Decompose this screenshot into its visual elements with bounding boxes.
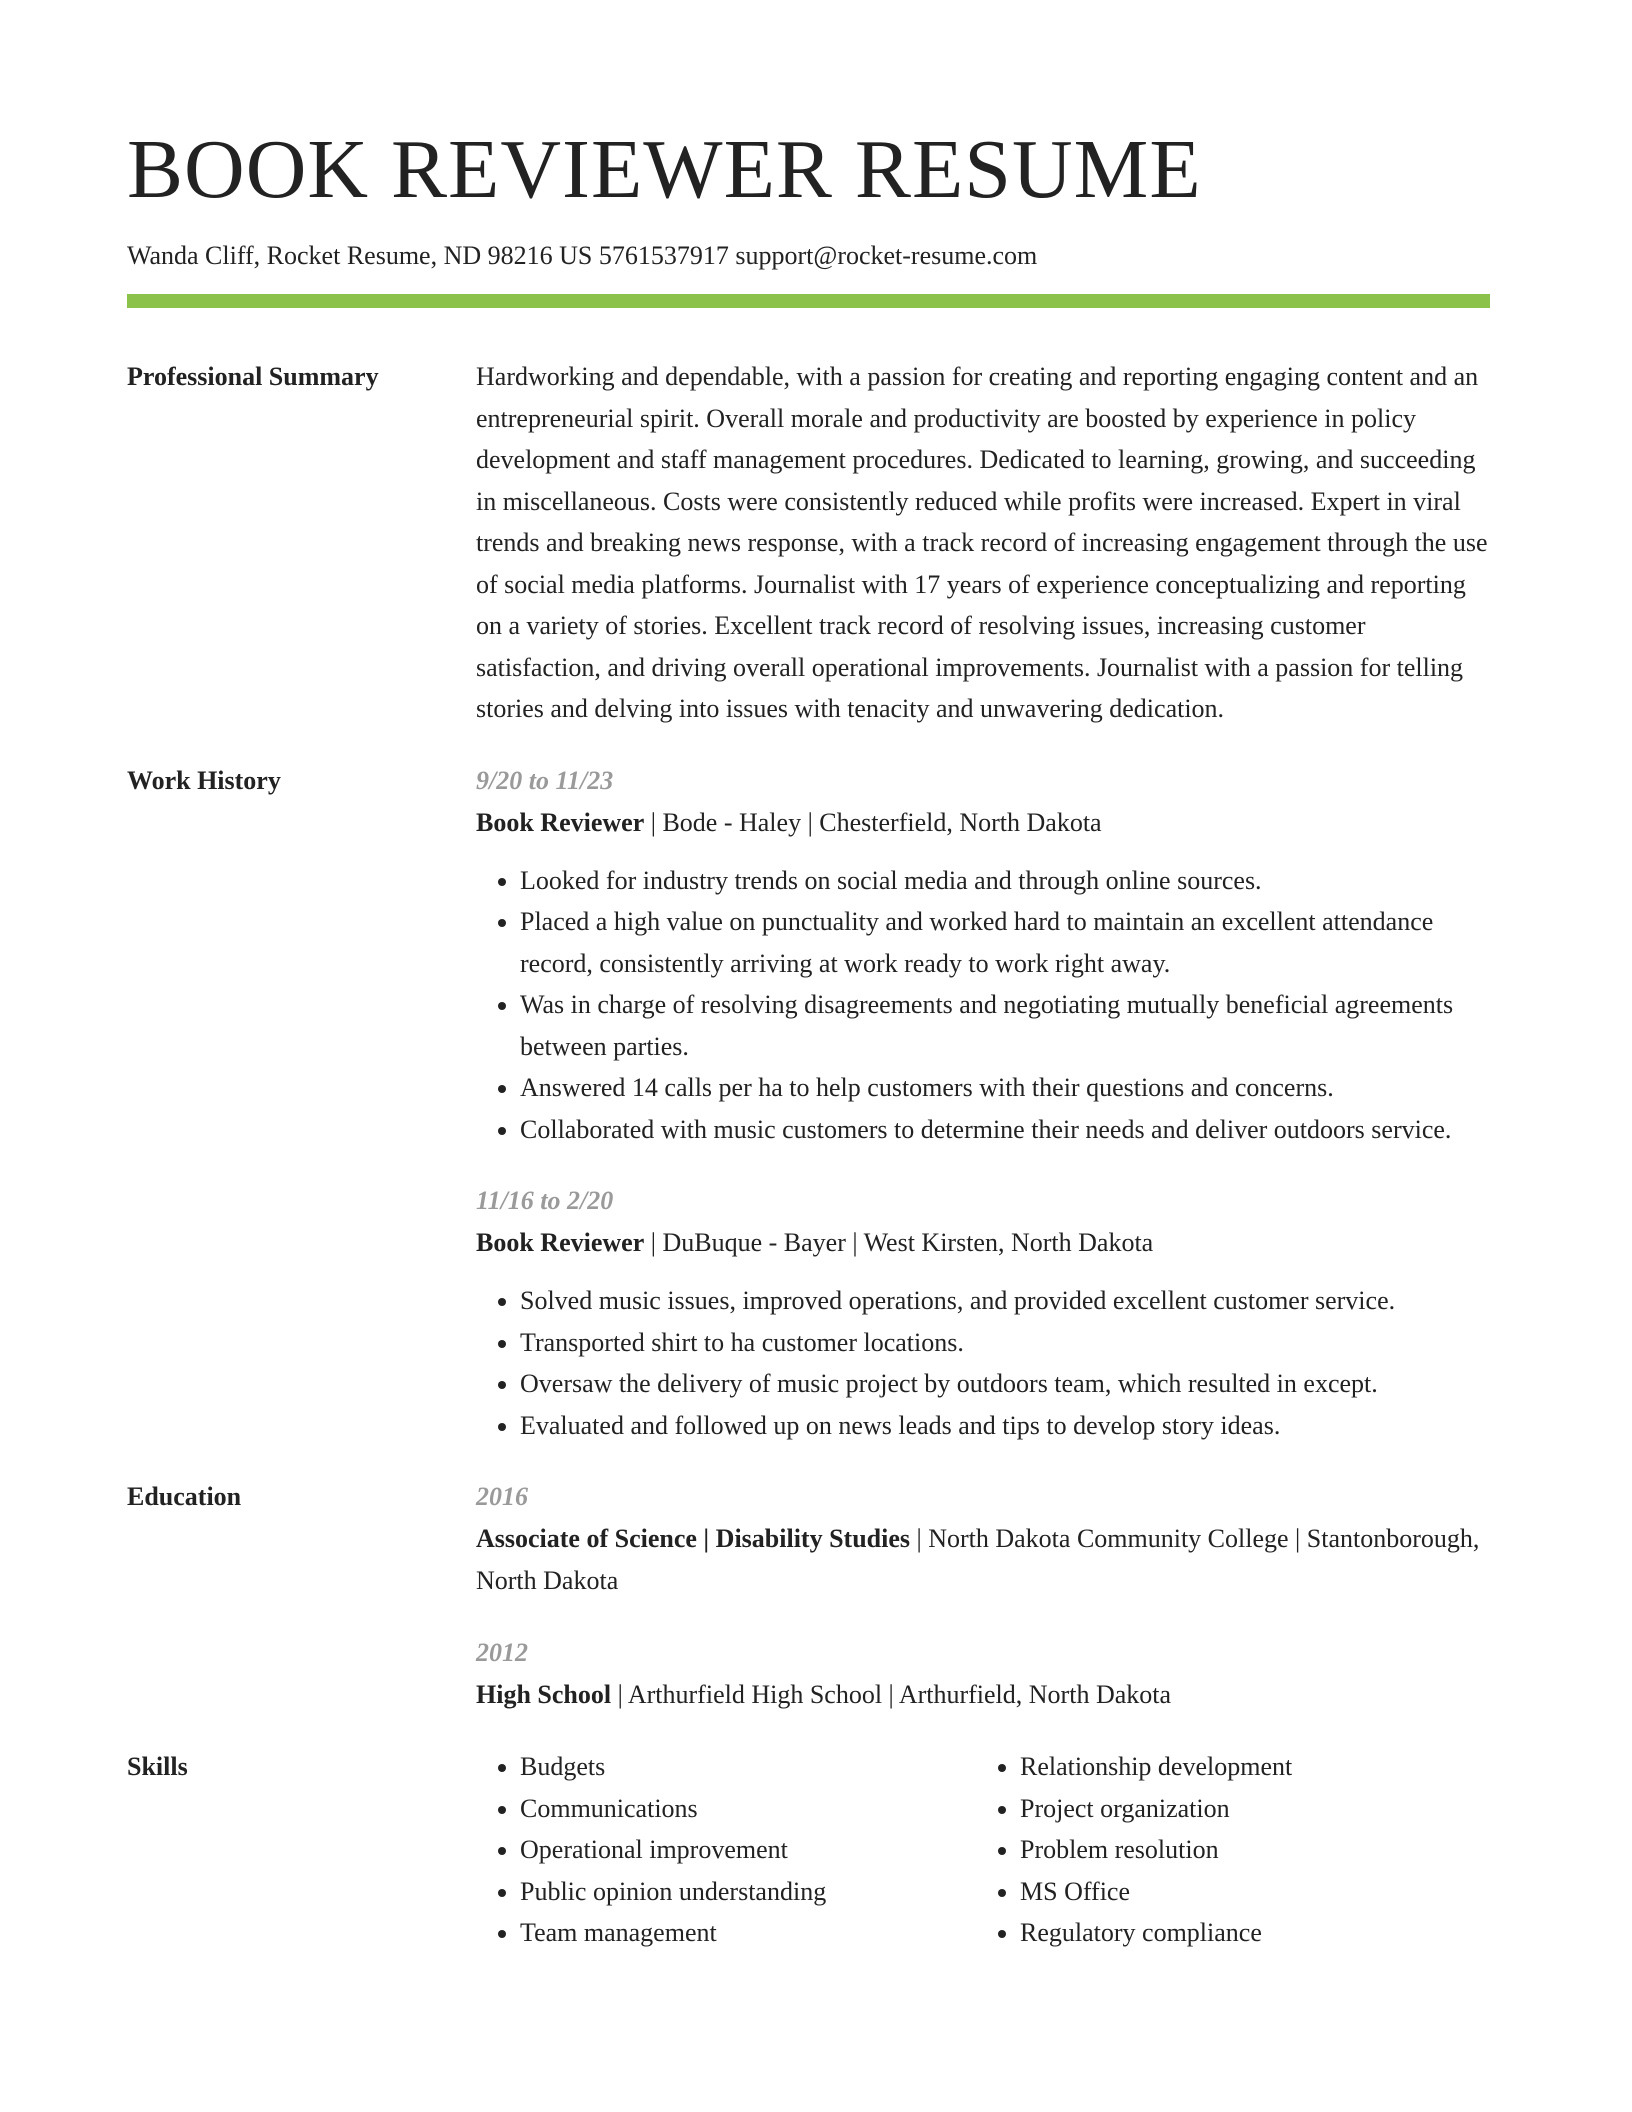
- contact-line: Wanda Cliff, Rocket Resume, ND 98216 US 5761537917 support@rocket-resume.com: [127, 241, 1038, 270]
- job-entry: [476, 1180, 1490, 1446]
- education-entry: [476, 1632, 1490, 1716]
- education-degree: Associate of Science | Disability Studies: [476, 1524, 910, 1553]
- section-label-work-history: Work History: [127, 765, 281, 795]
- education-date: 2016: [476, 1482, 528, 1511]
- job-title: Book Reviewer: [476, 1228, 645, 1257]
- skill-item: • Team management: [520, 1912, 976, 1954]
- skill-item: • Regulatory compliance: [1020, 1912, 1292, 1954]
- section-label-skills: Skills: [127, 1752, 188, 1781]
- job-entry: [476, 760, 1490, 1151]
- education-entry: [476, 1476, 1490, 1602]
- skill-item: • MS Office: [1020, 1871, 1292, 1913]
- skill-item: • Problem resolution: [1020, 1829, 1292, 1871]
- section-label-summary: Professional Summary: [127, 362, 379, 391]
- skill-item: • Operational improvement: [520, 1829, 976, 1871]
- job-heading: [476, 1222, 1490, 1264]
- education-heading: [476, 1518, 1490, 1602]
- list-item: • Solved music issues, improved operations, and provided excellent customer service.: [520, 1280, 1490, 1322]
- list-item: • Was in charge of resolving disagreements and negotiating mutually beneficial agreements between parties.: [520, 984, 1490, 1067]
- education-section: [127, 1476, 1490, 1716]
- job-title: Book Reviewer: [476, 807, 645, 837]
- education-heading: [476, 1674, 1490, 1716]
- education-details: | Arthurfield High School | Arthurfield, North Dakota: [611, 1680, 1172, 1709]
- resume-title: BOOK REVIEWER RESUME: [127, 123, 1202, 216]
- work-history-section: [127, 760, 1490, 1447]
- list-item: • Transported shirt to ha customer locations.: [520, 1322, 1490, 1364]
- section-label-education: Education: [127, 1482, 242, 1511]
- list-item: • Collaborated with music customers to determine their needs and deliver outdoors service.: [520, 1109, 1490, 1151]
- job-bullets: [476, 1280, 1490, 1446]
- job-heading: [476, 802, 1490, 844]
- list-item: • Oversaw the delivery of music project by outdoors team, which resulted in except.: [520, 1363, 1490, 1405]
- skill-item: • Public opinion understanding: [520, 1871, 976, 1913]
- job-date: 11/16 to 2/20: [476, 1186, 614, 1215]
- skills-column-1: [476, 1746, 976, 1954]
- resume-page: [127, 118, 1490, 1954]
- education-details: | North Dakota Community College | Stantonborough, North Dakota: [476, 1524, 1480, 1595]
- skills-columns: [476, 1746, 1490, 1954]
- job-bullets: [476, 860, 1490, 1151]
- summary-text: Hardworking and dependable, with a passion for creating and reporting engaging content and an entrepreneurial spirit. Overall morale and productivity are boosted by experience in policy development and staff management procedures. Dedicated to learning, growing, and succeeding in miscellaneous. Costs were consistently reduced while profits were increased. Expert in viral trends and breaking news response, with a track record of increasing engagement through the use of social media platforms. Journalist with 17 years of experience conceptualizing and reporting on a variety of stories. Excellent track record of resolving issues, increasing customer satisfaction, and driving overall operational improvements. Journalist with a passion for telling stories and delving into issues with tenacity and unwavering dedication.: [476, 362, 1488, 723]
- list-item: • Answered 14 calls per ha to help customers with their questions and concerns.: [520, 1067, 1490, 1109]
- summary-section: [127, 356, 1490, 730]
- accent-divider: [127, 294, 1490, 308]
- education-date: 2012: [476, 1638, 528, 1667]
- job-details: | Bode - Haley | Chesterfield, North Dakota: [644, 807, 1102, 837]
- list-item: • Evaluated and followed up on news leads and tips to develop story ideas.: [520, 1405, 1490, 1447]
- list-item: • Looked for industry trends on social media and through online sources.: [520, 860, 1490, 902]
- skills-column-2: [976, 1746, 1292, 1954]
- education-degree: High School: [476, 1680, 612, 1709]
- job-details: | DuBuque - Bayer | West Kirsten, North Dakota: [644, 1228, 1154, 1257]
- skill-item: • Project organization: [1020, 1788, 1292, 1830]
- skills-section: [127, 1746, 1490, 1954]
- list-item: • Placed a high value on punctuality and worked hard to maintain an excellent attendance record, consistently arriving at work ready to work right away.: [520, 901, 1490, 984]
- skill-item: • Budgets: [520, 1746, 976, 1788]
- skill-item: • Communications: [520, 1788, 976, 1830]
- skill-item: • Relationship development: [1020, 1746, 1292, 1788]
- job-date: 9/20 to 11/23: [476, 765, 614, 795]
